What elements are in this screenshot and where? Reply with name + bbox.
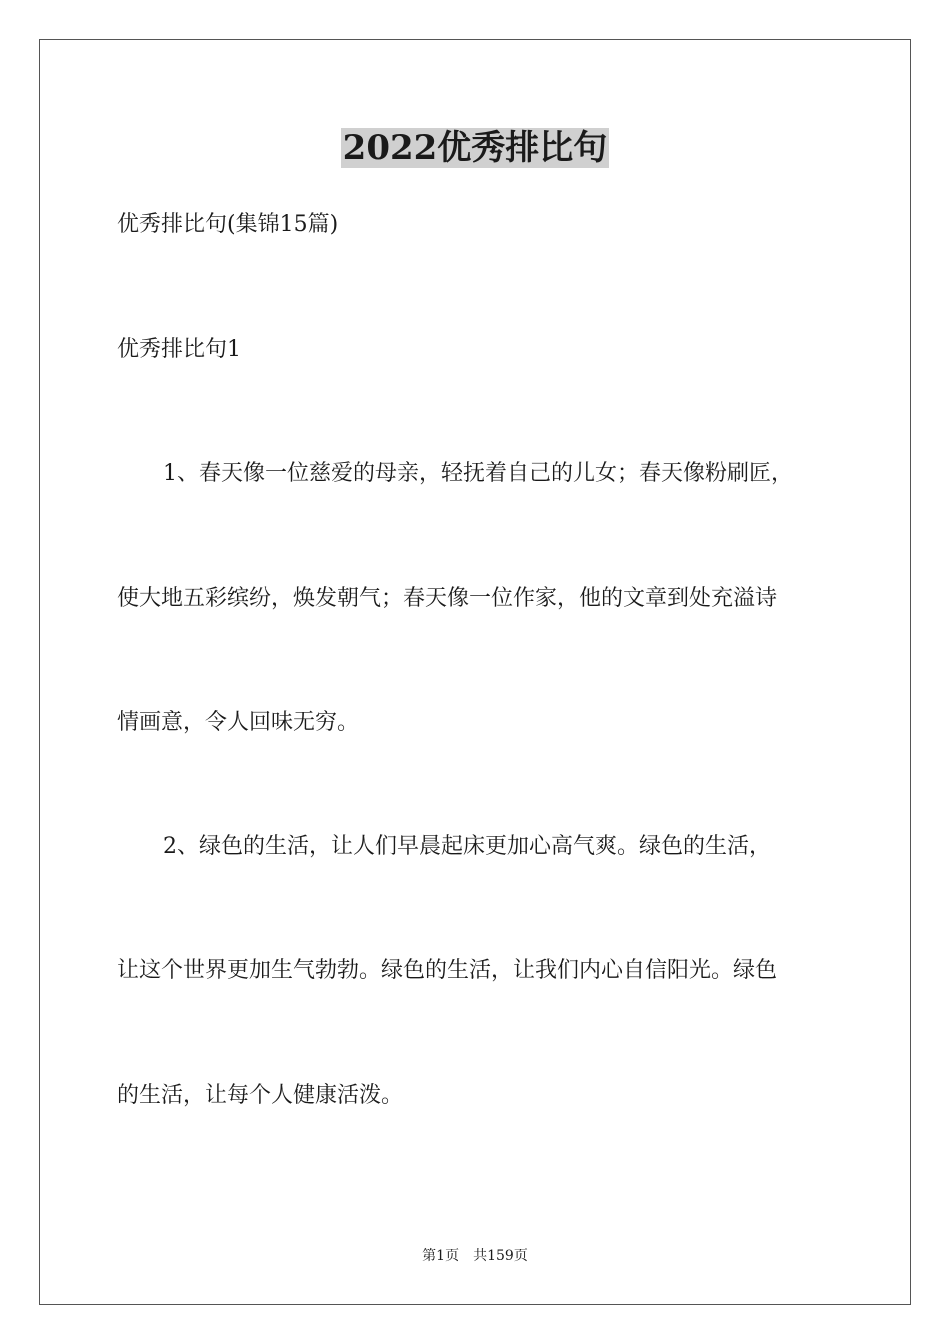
paragraph-1-line-2: 使大地五彩缤纷，焕发朝气；春天像一位作家，他的文章到处充溢诗 [117,586,778,611]
page-number: 第1页 [422,1248,460,1264]
document-title [0,124,950,172]
paragraph-2-line-3: 的生活，让每个人健康活泼。 [117,1083,404,1108]
paragraph-1-line-1: 1、春天像一位慈爱的母亲，轻抚着自己的儿女；春天像粉刷匠， [163,461,793,486]
page-footer [0,1246,950,1266]
paragraph-2-line-2: 让这个世界更加生气勃勃。绿色的生活，让我们内心自信阳光。绿色 [117,958,778,983]
section-heading: 优秀排比句1 [117,337,241,362]
document-title-text: 2022优秀排比句 [342,128,608,168]
paragraph-2-line-1: 2、绿色的生活，让人们早晨起床更加心高气爽。绿色的生活， [163,834,771,859]
document-subtitle: 优秀排比句(集锦15篇) [117,212,339,237]
page-total: 共159页 [473,1248,528,1264]
paragraph-1-line-3: 情画意，令人回味无穷。 [117,710,360,735]
